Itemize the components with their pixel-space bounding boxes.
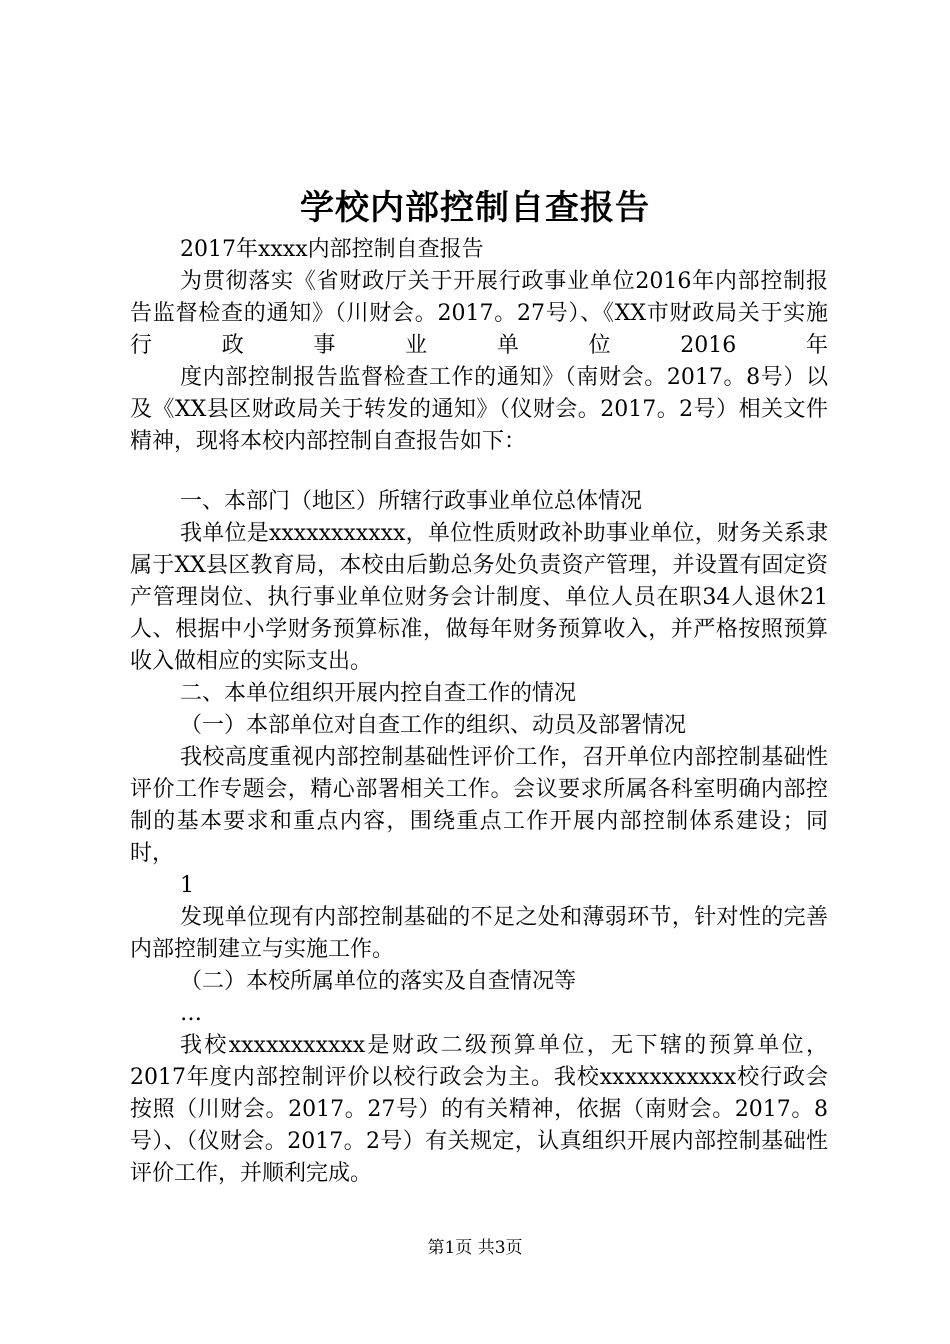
paragraph-implementation: 我校xxxxxxxxxxx是财政二级预算单位，无下辖的预算单位，2017年度内部控制评价以校行政会为主。我校xxxxxxxxxxx校行政会按照（川财会。2017。27号）的有关精神，依据（南财会。2017。8号）、（仪财会。2017。2号）有关规定，认真组织开展内部控制基础性评价工作，并顺利完成。	[130, 1033, 828, 1186]
document-body	[130, 234, 828, 1190]
section-heading-2: 二、本单位组织开展内控自查工作的情况	[180, 681, 577, 706]
paragraph-intro: 为贯彻落实《省财政厅关于开展行政事业单位2016年内部控制报告监督检查的通知》（川财会。2017。27号）、《XX市财政局关于实施行政事业单位2016年	[130, 269, 828, 358]
paragraph-weakness: 发现单位现有内部控制基础的不足之处和薄弱环节，针对性的完善内部控制建立与实施工作。	[130, 905, 828, 962]
subsection-heading-1: （一）本部单位对自查工作的组织、动员及部署情况	[180, 713, 687, 738]
paragraph-report-heading: 2017年xxxx内部控制自查报告	[180, 237, 484, 262]
paragraph-gap	[130, 458, 828, 486]
paragraph-unit-overview: 我单位是xxxxxxxxxxx，单位性质财政补助事业单位，财务关系隶属于XX县区教育局，本校由后勤总务处负责资产管理，并设置有固定资产管理岗位、执行事业单位财务会计制度、单位人员在职34人退休21人、根据中小学财务预算标准，做每年财务预算收入，并严格按照预算收入做相应的实际支出。	[130, 521, 828, 674]
document-title: 学校内部控制自查报告	[300, 188, 650, 228]
paragraph-intro-continued: 度内部控制报告监督检查工作的通知》（南财会。2017。8号）以及《XX县区财政局关于转发的通知》（仪财会。2017。2号）相关文件精神，现将本校内部控制自查报告如下：	[130, 365, 828, 454]
paragraph-organization: 我校高度重视内部控制基础性评价工作，召开单位内部控制基础性评价工作专题会，精心部署相关工作。会议要求所属各科室明确内部控制的基本要求和重点内容，围绕重点工作开展内部控制体系建设；同时，	[130, 745, 828, 866]
section-heading-1: 一、本部门（地区）所辖行政事业单位总体情况	[180, 489, 643, 514]
inline-page-number: 1	[180, 873, 194, 898]
page-footer: 第1页 共3页	[427, 1238, 523, 1258]
ellipsis-line: …	[180, 1001, 202, 1026]
subsection-heading-2: （二）本校所属单位的落实及自查情况等	[180, 969, 577, 994]
